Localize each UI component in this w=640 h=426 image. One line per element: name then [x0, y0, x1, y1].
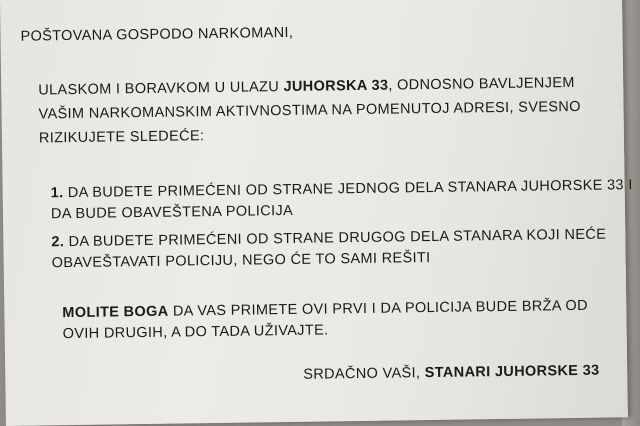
greeting: POŠTOVANA GOSPODO NARKOMANI, [20, 24, 294, 45]
closing-bold: MOLITE BOGA [62, 303, 169, 322]
list-item-2-line-1 [51, 227, 606, 251]
intro-line-1-end: , ODNOSNO BAVLJENJEM [388, 74, 575, 94]
intro-line-2: VAŠIM NARKOMANSKIM AKTIVNOSTIMA NA POMENUTOJ ADRESI, SVESNO [38, 98, 581, 123]
address-bold: JUHORSKA 33 [283, 77, 389, 96]
signature-bold: STANARI JUHORSKE 33 [424, 362, 600, 382]
signature-prefix: SRDAČNO VAŠI, [303, 365, 425, 383]
list-item-1-number: 1. [50, 185, 64, 202]
list-item-2-text: DA BUDETE PRIMEĆENI OD STRANE DRUGOG DELA STANARA KOJI NEĆE [64, 226, 607, 251]
intro-line-1-start: ULASKOM I BORAVKOM U ULAZU [38, 79, 284, 99]
intro-line-3: RIZIKUJETE SLEDEĆE: [38, 128, 205, 147]
list-item-1-line-2: DA BUDE OBAVEŠTENA POLICIJA [50, 202, 294, 223]
list-item-1-text: DA BUDETE PRIMEĆENI OD STRANE JEDNOG DELA STANARA JUHORSKE 33 I [63, 177, 633, 202]
list-item-2-number: 2. [51, 234, 65, 251]
closing-line-1-text: DA VAS PRIMETE OVI PRVI I DA POLICIJA BUDE BRŽA OD [168, 297, 589, 320]
intro-line-1 [38, 75, 575, 98]
signature [303, 363, 599, 383]
closing-line-2: OVIH DRUGIH, A DO TADA UŽIVAJTE. [62, 322, 329, 343]
list-item-1-line-1 [51, 177, 633, 201]
list-item-2-line-2: OBAVEŠTAVATI POLICIJU, NEGO ĆE TO SAMI REŠITI [51, 250, 431, 272]
closing-line-1 [62, 298, 588, 321]
